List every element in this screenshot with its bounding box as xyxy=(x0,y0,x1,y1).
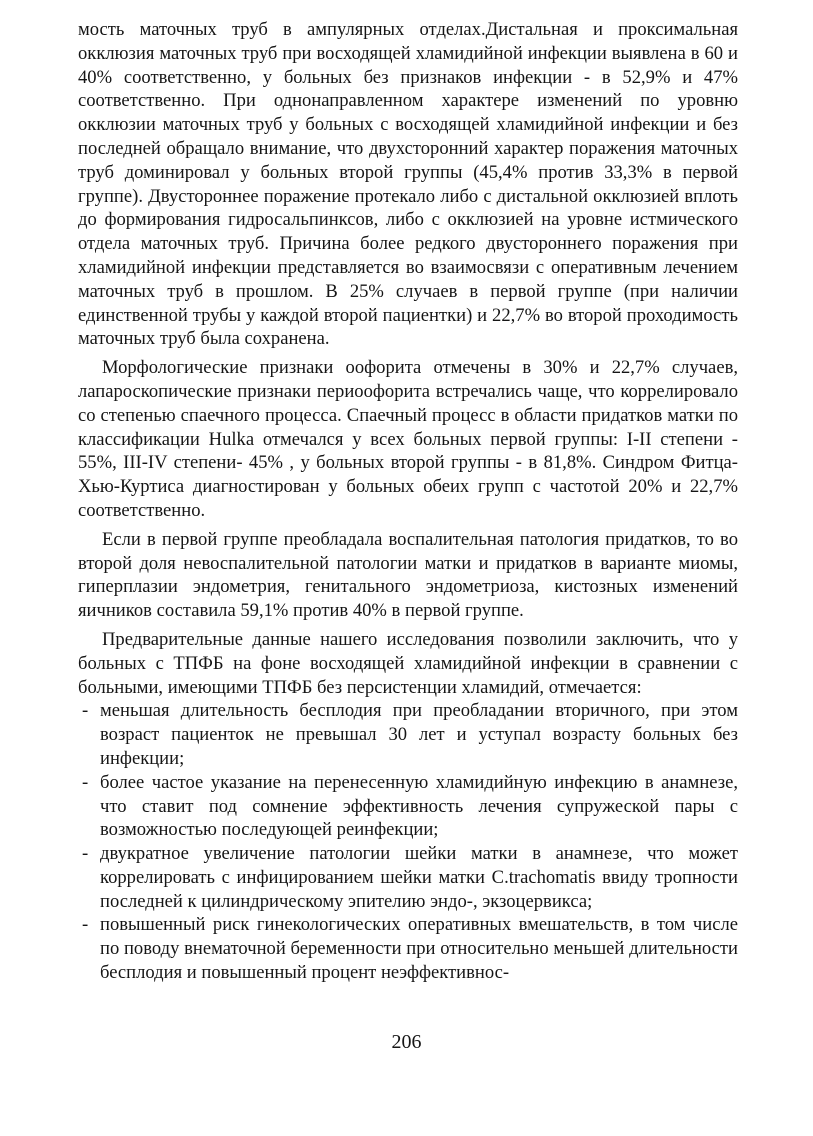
page-body xyxy=(78,18,738,985)
page-number: 206 xyxy=(391,1031,422,1053)
list-marker: - xyxy=(82,771,89,793)
paragraph-3: Если в первой группе преобладала воспалительная патология придатков, то во второй доля невоспалительной патологии матки и придатков в варианте миомы, гиперплазии эндометрия, генитального эндометриоза, кистозных изменений яичников составила 59,1% против 40% в первой группе. xyxy=(78,528,738,622)
paragraph-2: Морфологические признаки оофорита отмечены в 30% и 22,7% случаев, лапароскопические признаки периоофорита встречались чаще, что коррелировало со степенью спаечного процесса. Спаечный процесс в области придатков матки по классификации Hulka отмечался у всех больных первой группы: I-II степени - 55%, III-IV степени- 45% , у больных второй группы - в 81,8%. Синдром Фитца-Хью-Куртиса диагностирован у больных обеих групп с частотой 20% и 22,7% соответственно. xyxy=(78,357,738,521)
list-item xyxy=(78,913,738,984)
list-item-text: меньшая длительность бесплодия при преобладании вторичного, при этом возраст пациенток не превышал 30 лет и уступал возрасту больных без инфекции; xyxy=(100,700,738,769)
list-item-text: двукратное увеличение патологии шейки матки в анамнезе, что может коррелировать с инфицированием шейки матки C.trachomatis ввиду тропности последней к цилиндрическому эпителию эндо-, экзоцервикса; xyxy=(100,843,738,912)
conclusion-list xyxy=(78,699,738,985)
list-item xyxy=(78,699,738,770)
list-marker: - xyxy=(82,843,89,865)
list-marker: - xyxy=(82,700,89,722)
list-item-text: повышенный риск гинекологических оперативных вмешательств, в том числе по поводу внематочной беременности при относительно меньшей длительности бесплодия и повышенный процент неэффективнос- xyxy=(100,914,738,984)
list-marker: - xyxy=(82,914,89,936)
list-item-text: более частое указание на перенесенную хламидийную инфекцию в анамнезе, что ставит под сомнение эффективность лечения супружеской пары с возможностью последующей реинфекции; xyxy=(100,771,738,841)
list-item xyxy=(78,771,738,842)
list-item xyxy=(78,842,738,913)
paragraph-1: мость маточных труб в ампулярных отделах.Дистальная и проксимальная окклюзия маточных труб при восходящей хламидийной инфекции выявлена в 60 и 40% соответственно, у больных без признаков инфекции - в 52,9% и 47% соответственно. При однонаправленном характере изменений по уровню окклюзии маточных труб у больных с восходящей хламидийной инфекции и без последней обращало внимание, что двухсторонний характер поражения маточных труб доминировал у больных второй группы (45,4% против 33,3% в первой группе). Двустороннее поражение протекало либо с дистальной окклюзией вплоть до формирования гидросальпинксов, либо с окклюзией на уровне истмического отдела маточных труб. Причина более редкого двустороннего поражения при хламидийной инфекции представляется во взаимосвязи с оперативным лечением маточных труб в прошлом. В 25% случаев в первой группе (при наличии единственной трубы у каждой второй пациентки) и 22,7% во второй проходимость маточных труб была сохранена. xyxy=(78,19,738,350)
paragraph-4: Предварительные данные нашего исследования позволили заключить, что у больных с ТПФБ на фоне восходящей хламидийной инфекции в сравнении с больными, имеющими ТПФБ без персистенции хламидий, отмечается: xyxy=(78,628,738,698)
